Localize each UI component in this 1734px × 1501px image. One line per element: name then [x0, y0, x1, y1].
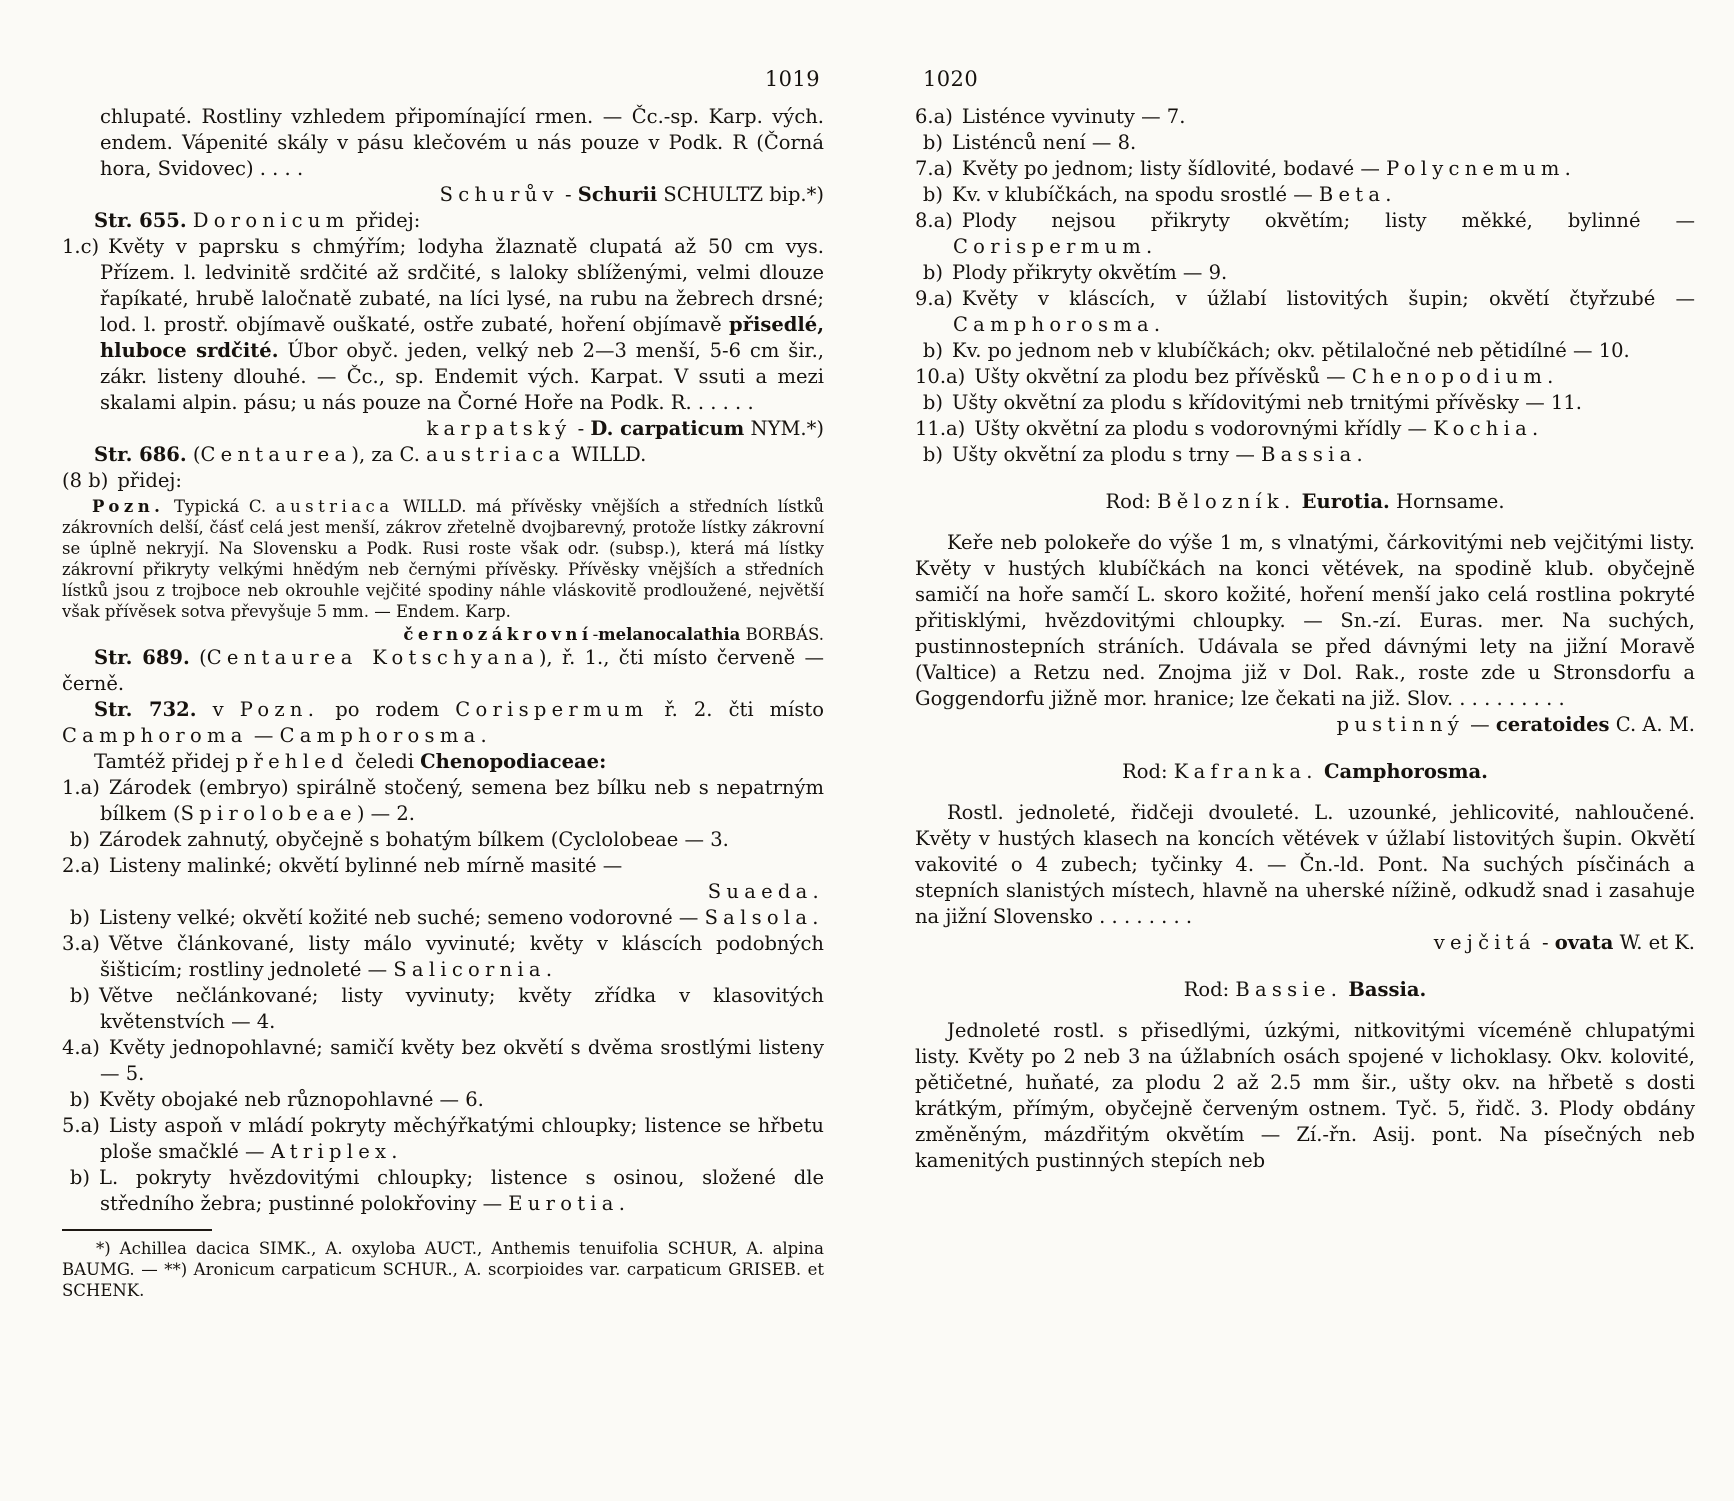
key-item [915, 416, 1695, 442]
text-run: Rod: [1105, 490, 1158, 513]
text-run: Květy v kláscích, v úžlabí listovitých šupin; okvětí čtyřzubé — [961, 287, 1695, 310]
key-item [62, 931, 824, 983]
key-item-marker: 1.a) [62, 776, 100, 799]
text-run: pustinný [1336, 713, 1464, 736]
key-item-marker: 10.a) [915, 365, 966, 388]
text-run: Plody přikryty okvětím — 9. [952, 261, 1228, 284]
footnote [62, 1238, 824, 1301]
text-run: C. A. M. [1609, 713, 1695, 736]
result-line [62, 624, 824, 645]
text-run: Kv. v klubíčkách, na spodu srostlé — [952, 183, 1319, 206]
text-run: Větve článkované, listy málo vyvinuté; květy v kláscích podobných šišticím; rostliny jednoleté — [100, 932, 824, 981]
text-run: Listy aspoň v mládí pokryty měchýřkatými chloupky; listence se hřbetu ploše smačklé — [100, 1114, 824, 1163]
key-item [69, 905, 824, 931]
page-right [915, 66, 1695, 1174]
key-item [62, 853, 824, 879]
text-run: ř. 2. čti místo [648, 698, 824, 721]
text-run: ovata [1554, 931, 1614, 954]
key-item-marker: 4.a) [62, 1036, 100, 1059]
text-run: ceratoides [1495, 713, 1610, 736]
key-item-marker: 1.c) [62, 235, 100, 258]
text-run: Camphorosma. [953, 313, 1166, 336]
text-run: Bělozník. [1157, 490, 1296, 513]
text-run: Bassia. [1348, 978, 1427, 1001]
text-run: Keře neb polokeře do výše 1 m, s vlnatými, čárkovitými neb vejčitými listy. Květy v hustých klubíčkách na konci větévek, na spodině klub. obyčejně samičí na hoře samčí L. skoro kožité, hoření menší jako celá rostlina pokryté přitisklými, hvězdovitými chloupky. — Sn.-zí. Euras. mer. Na suchých, pustinnostepních stráních. Udávala se před dávnými lety na jižní Moravě (Valtice) a Retzu ned. Znojma již v Dol. Rak., roste zde u Stronsdorfu a Goggendorfu jižně mor. hranice; lze čekati na již. Slov. . . . . . . . . . [915, 531, 1695, 710]
key-item-marker: b) [69, 1166, 90, 1189]
text-run: WILLD. [565, 443, 647, 466]
text-run: Ušty okvětní za plodu s vodorovnými křídly — [974, 417, 1434, 440]
text-run: Salsola. [704, 906, 824, 929]
text-run: Chenopodiaceae: [420, 750, 607, 773]
page-number: 1019 [764, 67, 820, 91]
text-run: W. et K. [1613, 931, 1695, 954]
text-run: přidej: [117, 469, 182, 492]
key-item [915, 104, 1695, 130]
text-run: Ušty okvětní za plodu bez přívěsků — [974, 365, 1352, 388]
key-item [915, 156, 1695, 182]
page-left-content [62, 104, 824, 1301]
paragraph [62, 442, 824, 468]
text-run: Pozn. [239, 698, 320, 721]
text-run: Polycnemum. [1386, 157, 1577, 180]
text-run: Corispermum [455, 698, 649, 721]
text-run: přisedlé, hluboce srdčité. [100, 313, 824, 362]
text-run: Úbor obyč. jeden, velký neb 2—3 menší, 5-6 cm šir., zákr. listeny dlouhé. — Čc., sp. Endemit vých. Karpat. V ssuti a mezi skalami alpin. pásu; u nás pouze na Čorné Hoře na Podk. R. . . . . . [100, 339, 825, 414]
text-run: Beta. [1318, 183, 1397, 206]
key-item [922, 260, 1695, 286]
paragraph [915, 1018, 1695, 1174]
text-run: Eurotia. [508, 1192, 631, 1215]
paragraph [100, 104, 824, 182]
text-run: Str. 689. [94, 646, 190, 669]
text-run: austriaca [275, 497, 394, 516]
key-item [915, 364, 1695, 390]
text-run: WILLD. má přívěsky vnějších a středních lístků zákrovních delší, čásť celá jest menší, zákrov zřetelně dvojbarevný, protože lístky zákrovní se úplně nekryjí. Na Slovensku a Podk. Rusi roste však odr. (subsp.), která má lístky zákrovní přikryty velkými hnědým neb černými přívěsky. Přívěsky vnějších a středních lístků jsou z trojboce neb okrouhle vejčité spodiny náhle vláskovitě prodloužené, největší však přívěsek sotva převyšuje 5 mm. — Endem. Karp. [62, 497, 824, 621]
text-run: Kv. po jednom neb v klubíčkách; okv. pětilaločné neb pětidílné — 10. [952, 339, 1630, 362]
key-item [922, 338, 1695, 364]
text-run: Centaurea Kotschyana [206, 646, 539, 669]
text-run: Schurii [577, 183, 658, 206]
text-run: Tamtéž přidej [94, 750, 236, 773]
text-run: melanocalathia [598, 625, 741, 644]
key-item [62, 775, 824, 827]
text-run: Plody nejsou přikryty okvětím; listy měkké, bylinné — [961, 209, 1695, 232]
text-run: Camphoroma [62, 724, 248, 747]
text-run: *) Achillea dacica SIMK., A. oxyloba AUCT., Anthemis tenuifolia SCHUR, A. alpina BAUMG. — **) Aronicum carpaticum SCHUR., A. scorpioides var. carpaticum GRISEB. et SCHENK. [62, 1239, 824, 1300]
text-run: po rodem [319, 698, 456, 721]
key-item [69, 1087, 824, 1113]
text-run: Typická C. [164, 497, 276, 516]
text-run: Kochia. [1433, 417, 1544, 440]
key-item-marker: 7.a) [915, 157, 953, 180]
text-run: Str. 686. [94, 443, 187, 466]
page-number: 1020 [923, 67, 979, 91]
text-run: — [247, 724, 280, 747]
text-run: ), za C. [351, 443, 427, 466]
key-item [62, 234, 825, 416]
key-item [922, 182, 1695, 208]
text-run: Rostl. jednoleté, řidčeji dvouleté. L. uzounké, jehlicovité, nahloučené. Květy v hustých klasech na koncích větévek v úžlabí listovitých šupin. Okvětí vakovité o 4 zubech; tyčinky 4. — Čn.-ld. Pont. Na suchých písčinách a stepních slanistých místech, hlavně na uherské nížině, odkudž snad i zasahuje na jižní Slovensko . . . . . . . . [915, 801, 1695, 928]
text-run: - [592, 625, 599, 644]
text-run: Listeny velké; okvětí kožité neb suché; semeno vodorovné — [99, 906, 705, 929]
footnote-rule [62, 1229, 212, 1231]
paragraph [915, 800, 1695, 930]
text-run: BORBÁS. [740, 625, 824, 644]
text-run: Camphorosma. [1323, 760, 1488, 783]
key-item-marker: 6.a) [915, 105, 953, 128]
text-run: Hornsame. [1389, 490, 1505, 513]
text-run: přidej: [349, 209, 421, 232]
key-item [922, 130, 1695, 156]
note-paragraph [62, 496, 824, 622]
key-item [69, 827, 824, 853]
text-run: ( [189, 646, 207, 669]
key-item-marker: b) [922, 339, 943, 362]
paragraph [62, 645, 824, 697]
text-run: ( [186, 443, 201, 466]
text-run: Atriplex. [270, 1140, 403, 1163]
key-item-marker: b) [69, 906, 90, 929]
key-item-marker: 8.a) [915, 209, 953, 232]
section-heading [915, 759, 1695, 785]
text-run: Chenopodium. [1351, 365, 1559, 388]
text-run: Květy po jednom; listy šídlovité, bodavé — [961, 157, 1387, 180]
key-item [922, 390, 1695, 416]
text-run: Spirolobeae [180, 802, 357, 825]
text-run: Bassia. [1261, 443, 1368, 466]
result-line [915, 712, 1695, 738]
text-run: Ušty okvětní za plodu s křídovitými neb trnitými přívěsky — 11. [952, 391, 1582, 414]
text-run: SCHULTZ bip.*) [657, 183, 824, 206]
section-heading [915, 977, 1695, 1003]
key-item [62, 1035, 824, 1087]
text-run: karpatský [426, 417, 572, 440]
text-run: austriaca [426, 443, 566, 466]
text-run: Camphorosma. [279, 724, 492, 747]
text-run: Pozn. [92, 497, 165, 516]
key-item-marker: b) [69, 1088, 90, 1111]
key-item [62, 468, 824, 494]
key-item-marker: b) [69, 984, 90, 1007]
key-item-marker: 2.a) [62, 854, 100, 877]
text-run: Centaurea [200, 443, 352, 466]
result-line [62, 182, 824, 208]
key-item [69, 983, 824, 1035]
text-run: ) — 2. [356, 802, 415, 825]
result-line [62, 879, 824, 905]
text-run: přehled [235, 750, 349, 773]
text-run: Listénců není — 8. [952, 131, 1137, 154]
key-item-marker: b) [922, 261, 943, 284]
result-line [915, 930, 1695, 956]
paragraph [62, 697, 824, 749]
key-item-marker: b) [922, 443, 943, 466]
paragraph [62, 749, 824, 775]
key-item [922, 442, 1695, 468]
text-run: — [1463, 713, 1496, 736]
key-item-marker: b) [69, 828, 90, 851]
key-item [915, 208, 1695, 260]
key-item-marker: 9.a) [915, 287, 953, 310]
text-run: Suaeda. [707, 880, 824, 903]
page-right-content [915, 104, 1695, 1174]
paragraph [62, 208, 824, 234]
text-run: L. pokryty hvězdovitými chloupky; listence s osinou, složené dle středního žebra; pustinné polokřoviny — [99, 1166, 824, 1215]
text-run: Str. 655. [94, 209, 187, 232]
text-run: Rod: [1122, 760, 1174, 783]
text-run: NYM.*) [744, 417, 824, 440]
text-run: černozákrovní [403, 625, 593, 644]
text-run: Ušty okvětní za plodu s trny — [952, 443, 1262, 466]
text-run: Eurotia. [1301, 490, 1390, 513]
text-run: Listénce vyvinuty — 7. [961, 105, 1186, 128]
text-run: Salicornia. [393, 958, 558, 981]
text-run: Schurův [439, 183, 559, 206]
key-item [915, 286, 1695, 338]
text-run: Květy v paprsku s chmýřím; lodyha žlaznatě clupatá až 50 cm vys. Přízem. l. ledvinitě srdčité až srdčité, s laloky sblíženými, velmi dlouze řapíkaté, hrubě laločnatě zubaté, na líci lysé, na rubu na žebrech drsné; lod. l. prostř. objímavě ouškaté, ostře zubaté, hoření objímavě [100, 235, 824, 336]
text-run: Zárodek (embryo) spirálně stočený, semena bez bílku neb s nepatrným bílkem ( [100, 776, 824, 825]
text-run: Zárodek zahnutý, obyčejně s bohatým bílkem (Cyclolobeae — 3. [99, 828, 729, 851]
text-run: - [571, 417, 591, 440]
text-run: Corispermum. [953, 235, 1158, 258]
text-run: D. carpaticum [590, 417, 745, 440]
text-run: Květy jednopohlavné; samičí květy bez okvětí s dvěma srostlými listeny — 5. [100, 1036, 824, 1085]
text-run: Kafranka. [1173, 760, 1318, 783]
paragraph [915, 530, 1695, 712]
result-line [62, 416, 824, 442]
text-run: - [1535, 931, 1555, 954]
text-run: ), ř. 1., čti místo červeně — černě. [62, 646, 824, 695]
text-run: v [196, 698, 240, 721]
text-run: - [558, 183, 578, 206]
text-run: Bassie. [1235, 978, 1343, 1001]
page-left [62, 66, 824, 1301]
key-item-marker: b) [922, 183, 943, 206]
text-run: Str. 732. [94, 698, 197, 721]
key-item [62, 1113, 824, 1165]
text-run: Větve nečlánkované; listy vyvinuty; květy zřídka v klasovitých květenstvích — 4. [99, 984, 824, 1033]
key-item-marker: 5.a) [62, 1114, 100, 1137]
text-run: Květy obojaké neb různopohlavné — 6. [99, 1088, 484, 1111]
key-item-marker: 11.a) [915, 417, 966, 440]
key-item [69, 1165, 824, 1217]
text-run: Doronicum [192, 209, 350, 232]
text-run: čeledi [348, 750, 421, 773]
key-item-marker: b) [922, 131, 943, 154]
text-run: Rod: [1183, 978, 1236, 1001]
text-run: Jednoleté rostl. s přisedlými, úzkými, nitkovitými víceméně chlupatými listy. Květy po 2 neb 3 na úžlabních osách spojené v lichoklasy. Okv. kolovité, pětičetné, huňaté, za plodu 2 až 2.5 mm šir., ušty okv. na hřbetě s dosti krátkým, přímým, obyčejně červeným ostnem. Tyč. 5, řidč. 3. Plody obdány změněným, mázdřitým okvětím — Zí.-řn. Asij. pont. Na písečných neb kamenitých pustinných stepích neb [915, 1019, 1695, 1172]
text-run: Listeny malinké; okvětí bylinné neb mírně masité — [108, 854, 623, 877]
text-run: vejčitá [1433, 931, 1536, 954]
key-item-marker: 3.a) [62, 932, 100, 955]
key-item-marker: (8 b) [62, 469, 109, 492]
key-item-marker: b) [922, 391, 943, 414]
section-heading [915, 489, 1695, 515]
text-run: chlupaté. Rostliny vzhledem připomínající rmen. — Čc.-sp. Karp. vých. endem. Vápenité skály v pásu klečovém u nás pouze v Podk. R (Čorná hora, Svidovec) . . . . [100, 105, 824, 180]
